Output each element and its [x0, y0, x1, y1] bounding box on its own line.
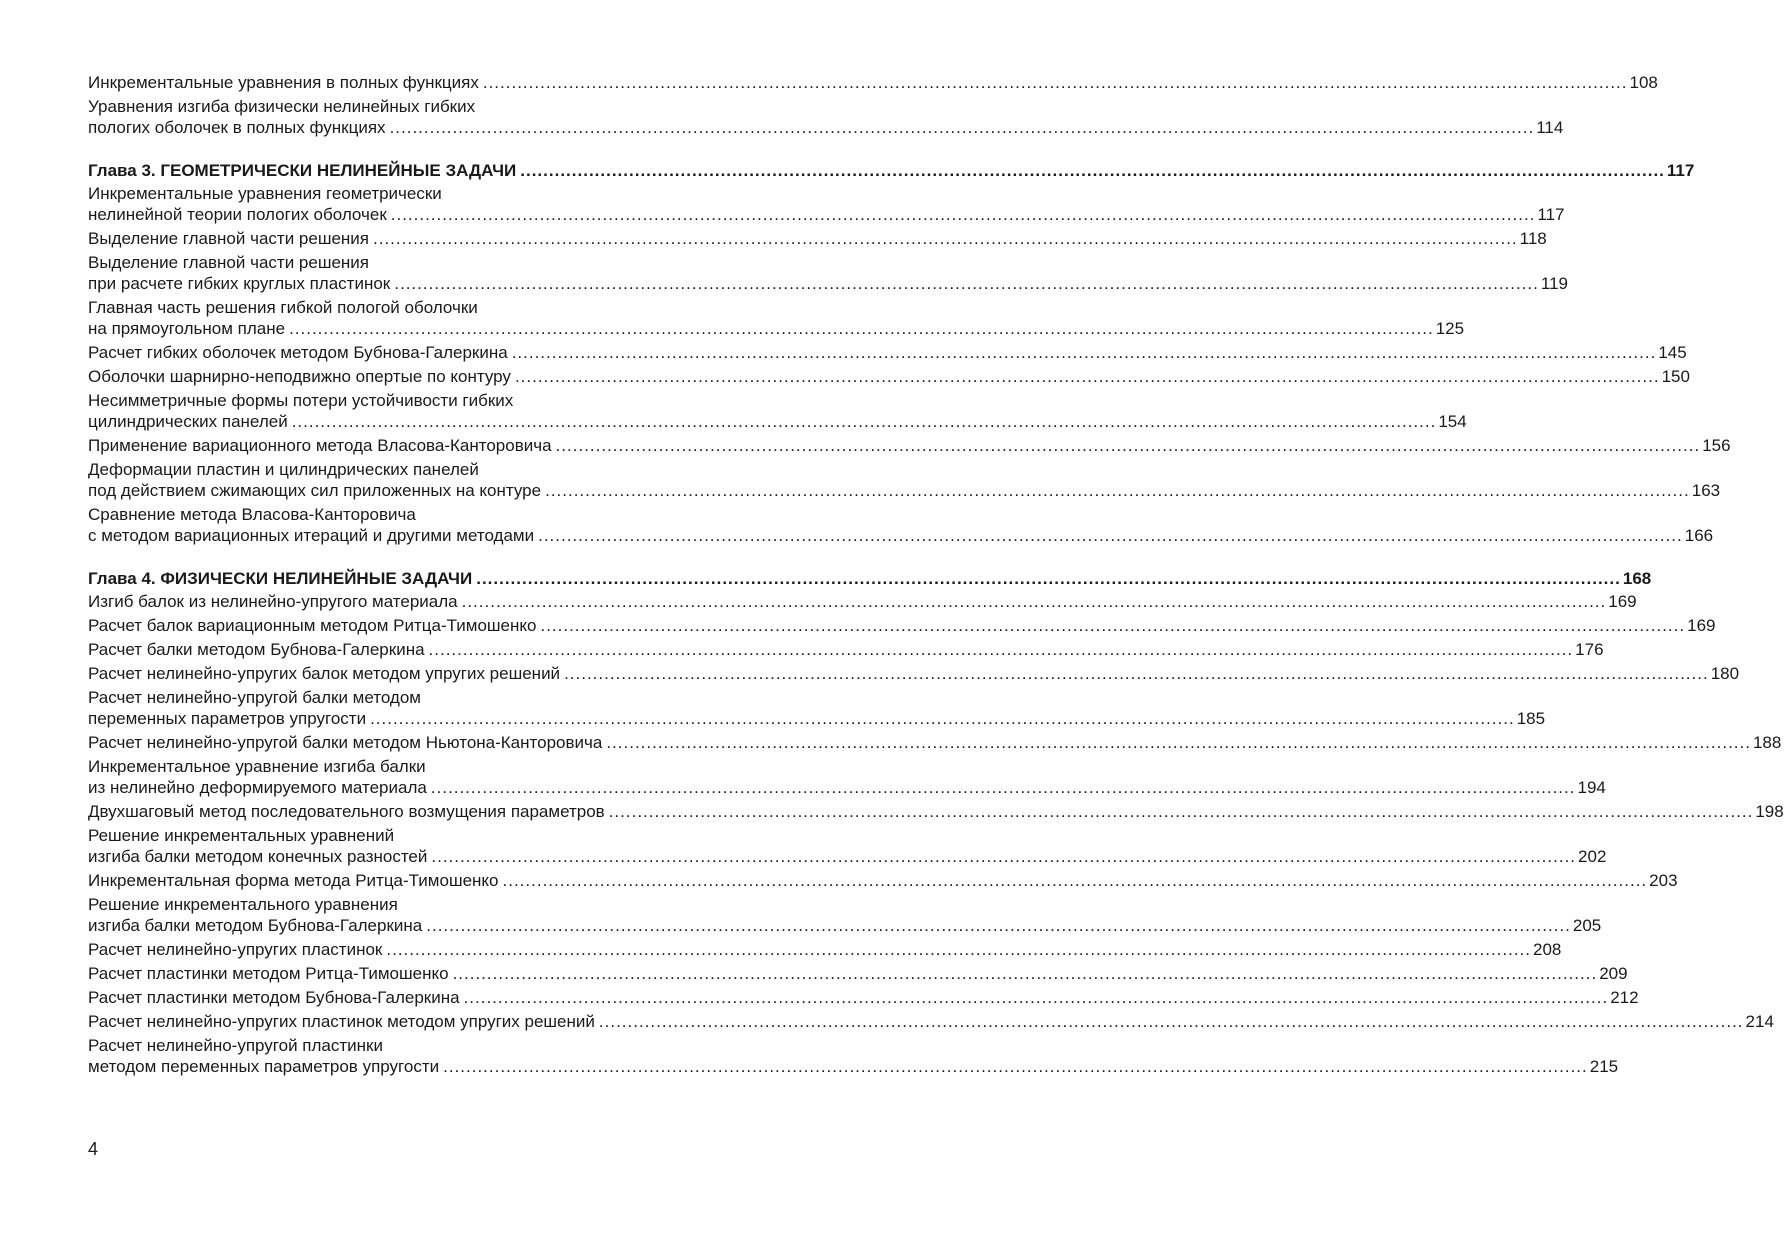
dot-leader: ........................................................................................................................................................................................................	[514, 367, 1660, 386]
toc-entry-title: Расчет балок вариационным методом Ритца-Тимошенко	[88, 616, 537, 635]
toc-entry-title-line: Расчет нелинейно-упругой пластинки	[88, 1036, 383, 1055]
toc-entry-title-line: Деформации пластин и цилиндрических панелей	[88, 460, 479, 479]
toc-entry-title: Расчет нелинейно-упругих пластинок	[88, 940, 383, 959]
toc-chapter-heading	[88, 160, 1695, 181]
toc-entry-row	[88, 366, 1690, 387]
toc-entry	[88, 870, 1678, 891]
toc-page-number: 117	[1537, 205, 1565, 224]
dot-leader: ........................................................................................................................................................................................................	[386, 940, 1532, 959]
dot-leader: ........................................................................................................................................................................................................	[461, 592, 1607, 611]
toc-page-number: 117	[1666, 161, 1695, 180]
toc-page-number: 194	[1577, 778, 1606, 797]
dot-leader: ........................................................................................................................................................................................................	[606, 733, 1751, 752]
toc-entry-title: изгиба балки методом Бубнова-Галеркина	[88, 916, 423, 935]
toc-entry-row	[88, 435, 1731, 456]
toc-entry-title-line: Решение инкрементального уравнения	[88, 895, 398, 914]
toc-entry-row	[88, 228, 1547, 249]
toc-entry-row	[88, 568, 1652, 589]
dot-leader: ........................................................................................................................................................................................................	[390, 205, 1536, 224]
dot-leader: ........................................................................................................................................................................................................	[520, 161, 1665, 180]
toc-entry-title: изгиба балки методом конечных разностей	[88, 847, 428, 866]
toc-page-number: 169	[1687, 616, 1716, 635]
dot-leader: ........................................................................................................................................................................................................	[608, 802, 1754, 821]
toc-entry	[88, 252, 1568, 294]
toc-page-number: 203	[1649, 871, 1678, 890]
toc-entry-title: методом переменных параметров упругости	[88, 1057, 440, 1076]
dot-leader: ........................................................................................................................................................................................................	[452, 964, 1598, 983]
toc-entry	[88, 459, 1721, 501]
dot-leader: ........................................................................................................................................................................................................	[564, 664, 1709, 683]
dot-leader: ........................................................................................................................................................................................................	[598, 1012, 1744, 1031]
toc-entry	[88, 390, 1467, 432]
toc-entry-row	[88, 411, 1467, 432]
toc-entry	[88, 801, 1784, 822]
toc-page-number: 208	[1533, 940, 1562, 959]
toc-entry-row	[88, 939, 1562, 960]
toc-entry-title: Инкрементальная форма метода Ритца-Тимошенко	[88, 871, 499, 890]
toc-entry-title: Расчет балки методом Бубнова-Галеркина	[88, 640, 425, 659]
toc-entry-title: Оболочки шарнирно-неподвижно опертые по контуру	[88, 367, 511, 386]
dot-leader: ........................................................................................................................................................................................................	[463, 988, 1609, 1007]
dot-leader: ........................................................................................................................................................................................................	[373, 229, 1518, 248]
toc-entry	[88, 183, 1565, 225]
toc-page-number: 166	[1684, 526, 1714, 545]
toc-entry	[88, 639, 1604, 660]
toc-page-number: 215	[1589, 1057, 1619, 1076]
toc-entry-row	[88, 777, 1606, 798]
dot-leader: ........................................................................................................................................................................................................	[555, 436, 1701, 455]
dot-leader: ........................................................................................................................................................................................................	[482, 73, 1628, 92]
toc-entry-row	[88, 342, 1687, 363]
toc-entry-title: Расчет гибких оболочек методом Бубнова-Галеркина	[88, 343, 508, 362]
toc-page-number: 119	[1540, 274, 1568, 293]
toc-entry	[88, 591, 1637, 612]
toc-entry-title: Инкрементальные уравнения в полных функциях	[88, 73, 479, 92]
dot-leader: ........................................................................................................................................................................................................	[540, 616, 1686, 635]
toc-entry	[88, 297, 1465, 339]
toc-page-number: 163	[1691, 481, 1721, 500]
toc-entry-row	[88, 318, 1465, 339]
toc-page-number: 202	[1578, 847, 1607, 866]
toc-entry-title: Расчет нелинейно-упругих балок методом упругих решений	[88, 664, 561, 683]
toc-page-number: 145	[1658, 343, 1687, 362]
toc-entry-row	[88, 525, 1714, 546]
toc-page-number: 180	[1710, 664, 1740, 683]
toc-entry-title: при расчете гибких круглых пластинок	[88, 274, 391, 293]
toc-entry-title-line: Несимметричные формы потери устойчивости гибких	[88, 391, 514, 410]
toc-entry-row	[88, 915, 1602, 936]
toc-entry-title: цилиндрических панелей	[88, 412, 288, 431]
toc-entry-row	[88, 732, 1782, 753]
toc-page-number: 168	[1622, 569, 1652, 588]
dot-leader: ........................................................................................................................................................................................................	[545, 481, 1690, 500]
dot-leader: ........................................................................................................................................................................................................	[394, 274, 1539, 293]
dot-leader: ........................................................................................................................................................................................................	[476, 569, 1621, 588]
toc-entry-title: Выделение главной части решения	[88, 229, 370, 248]
toc-entry	[88, 963, 1628, 984]
dot-leader: ........................................................................................................................................................................................................	[511, 343, 1657, 362]
dot-leader: ........................................................................................................................................................................................................	[426, 916, 1571, 935]
toc-entry-row	[88, 846, 1607, 867]
toc-page-number: 209	[1599, 964, 1628, 983]
toc-entry-title: переменных параметров упругости	[88, 709, 367, 728]
dot-leader: ........................................................................................................................................................................................................	[291, 412, 1437, 431]
toc-entry-title: Расчет пластинки методом Бубнова-Галеркина	[88, 988, 460, 1007]
toc-entry	[88, 615, 1716, 636]
dot-leader: ........................................................................................................................................................................................................	[389, 118, 1535, 137]
dot-leader: ........................................................................................................................................................................................................	[443, 1057, 1588, 1076]
toc-entry-title: Двухшаговый метод последовательного возмущения параметров	[88, 802, 605, 821]
toc-page-number: 169	[1608, 592, 1637, 611]
toc-entry-row	[88, 708, 1546, 729]
toc-entry	[88, 504, 1714, 546]
dot-leader: ........................................................................................................................................................................................................	[289, 319, 1434, 338]
toc-entry-title: Глава 4. ФИЗИЧЕСКИ НЕЛИНЕЙНЫЕ ЗАДАЧИ	[88, 569, 473, 588]
dot-leader: ........................................................................................................................................................................................................	[502, 871, 1648, 890]
toc-page-number: 125	[1435, 319, 1465, 338]
toc-entry	[88, 687, 1546, 729]
toc-page-number: 185	[1516, 709, 1546, 728]
toc-entry	[88, 228, 1547, 249]
toc-entry-row	[88, 591, 1637, 612]
toc-entry	[88, 366, 1690, 387]
toc-entry-title-line: Расчет нелинейно-упругой балки методом	[88, 688, 421, 707]
toc-entry-title: Применение вариационного метода Власова-Канторовича	[88, 436, 552, 455]
toc-page-number: 114	[1536, 118, 1564, 137]
toc-entry-row	[88, 801, 1784, 822]
toc-entry	[88, 1035, 1619, 1077]
toc-entry-row	[88, 1011, 1774, 1032]
toc-page-number: 108	[1629, 73, 1658, 92]
toc-page-number: 154	[1438, 412, 1467, 431]
toc-entry-title-line: Инкрементальное уравнение изгиба балки	[88, 757, 426, 776]
toc-entry-row	[88, 480, 1721, 501]
toc-entry-title: с методом вариационных итераций и другими методами	[88, 526, 535, 545]
toc-entry-title: пологих оболочек в полных функциях	[88, 118, 386, 137]
toc-entry-row	[88, 663, 1740, 684]
toc-entry-row	[88, 639, 1604, 660]
toc-page-number: 176	[1575, 640, 1604, 659]
toc-entry-row	[88, 963, 1628, 984]
toc-entry	[88, 939, 1562, 960]
dot-leader: ........................................................................................................................................................................................................	[430, 778, 1576, 797]
toc-entry-title: нелинейной теории пологих оболочек	[88, 205, 387, 224]
toc-entry	[88, 756, 1606, 798]
toc-entry-title-line: Решение инкрементальных уравнений	[88, 826, 395, 845]
dot-leader: ........................................................................................................................................................................................................	[538, 526, 1683, 545]
toc-entry-title-line: Уравнения изгиба физически нелинейных гибких	[88, 97, 476, 116]
toc-entry-title: Расчет пластинки методом Ритца-Тимошенко	[88, 964, 449, 983]
toc-page-number: 205	[1572, 916, 1602, 935]
toc-entry-title-line: Главная часть решения гибкой пологой оболочки	[88, 298, 478, 317]
toc-page-number: 214	[1745, 1012, 1774, 1031]
toc-entry-row	[88, 615, 1716, 636]
toc-entry-row	[88, 72, 1658, 93]
toc-page-number: 188	[1752, 733, 1782, 752]
toc-entry	[88, 342, 1687, 363]
toc-entry-title: Изгиб балок из нелинейно-упругого материала	[88, 592, 458, 611]
toc-entry-title-line: Сравнение метода Власова-Канторовича	[88, 505, 416, 524]
toc-entry-title: Расчет нелинейно-упругих пластинок методом упругих решений	[88, 1012, 595, 1031]
toc-entry	[88, 987, 1639, 1008]
toc-entry-title: Расчет нелинейно-упругой балки методом Ньютона-Канторовича	[88, 733, 603, 752]
toc-entry-title-line: Выделение главной части решения	[88, 253, 370, 272]
toc-entry-title: из нелинейно деформируемого материала	[88, 778, 427, 797]
toc-entry	[88, 663, 1740, 684]
toc-entry-row	[88, 987, 1639, 1008]
toc-page-number: 118	[1519, 229, 1547, 248]
toc-entry-row	[88, 160, 1695, 181]
toc-entry-title: Глава 3. ГЕОМЕТРИЧЕСКИ НЕЛИНЕЙНЫЕ ЗАДАЧИ	[88, 161, 517, 180]
dot-leader: ........................................................................................................................................................................................................	[431, 847, 1577, 866]
toc-page-number: 212	[1610, 988, 1639, 1007]
toc-entry-title-line: Инкрементальные уравнения геометрически	[88, 184, 442, 203]
toc-entry-row	[88, 870, 1678, 891]
table-of-contents	[88, 72, 1784, 1080]
toc-entry	[88, 732, 1782, 753]
toc-entry	[88, 435, 1731, 456]
toc-entry-row	[88, 117, 1564, 138]
toc-entry	[88, 96, 1564, 138]
toc-entry	[88, 1011, 1774, 1032]
page-number: 4	[88, 1139, 99, 1159]
toc-entry-row	[88, 1056, 1619, 1077]
toc-entry-title: под действием сжимающих сил приложенных на контуре	[88, 481, 542, 500]
toc-entry-row	[88, 204, 1565, 225]
toc-entry-row	[88, 273, 1568, 294]
toc-entry-title: на прямоугольном плане	[88, 319, 286, 338]
toc-chapter-heading	[88, 568, 1652, 589]
toc-page-number: 150	[1661, 367, 1690, 386]
toc-entry	[88, 894, 1602, 936]
toc-entry	[88, 72, 1658, 93]
toc-page-number: 156	[1702, 436, 1731, 455]
toc-page-number: 198	[1755, 802, 1784, 821]
dot-leader: ........................................................................................................................................................................................................	[428, 640, 1574, 659]
toc-entry	[88, 825, 1607, 867]
dot-leader: ........................................................................................................................................................................................................	[370, 709, 1515, 728]
